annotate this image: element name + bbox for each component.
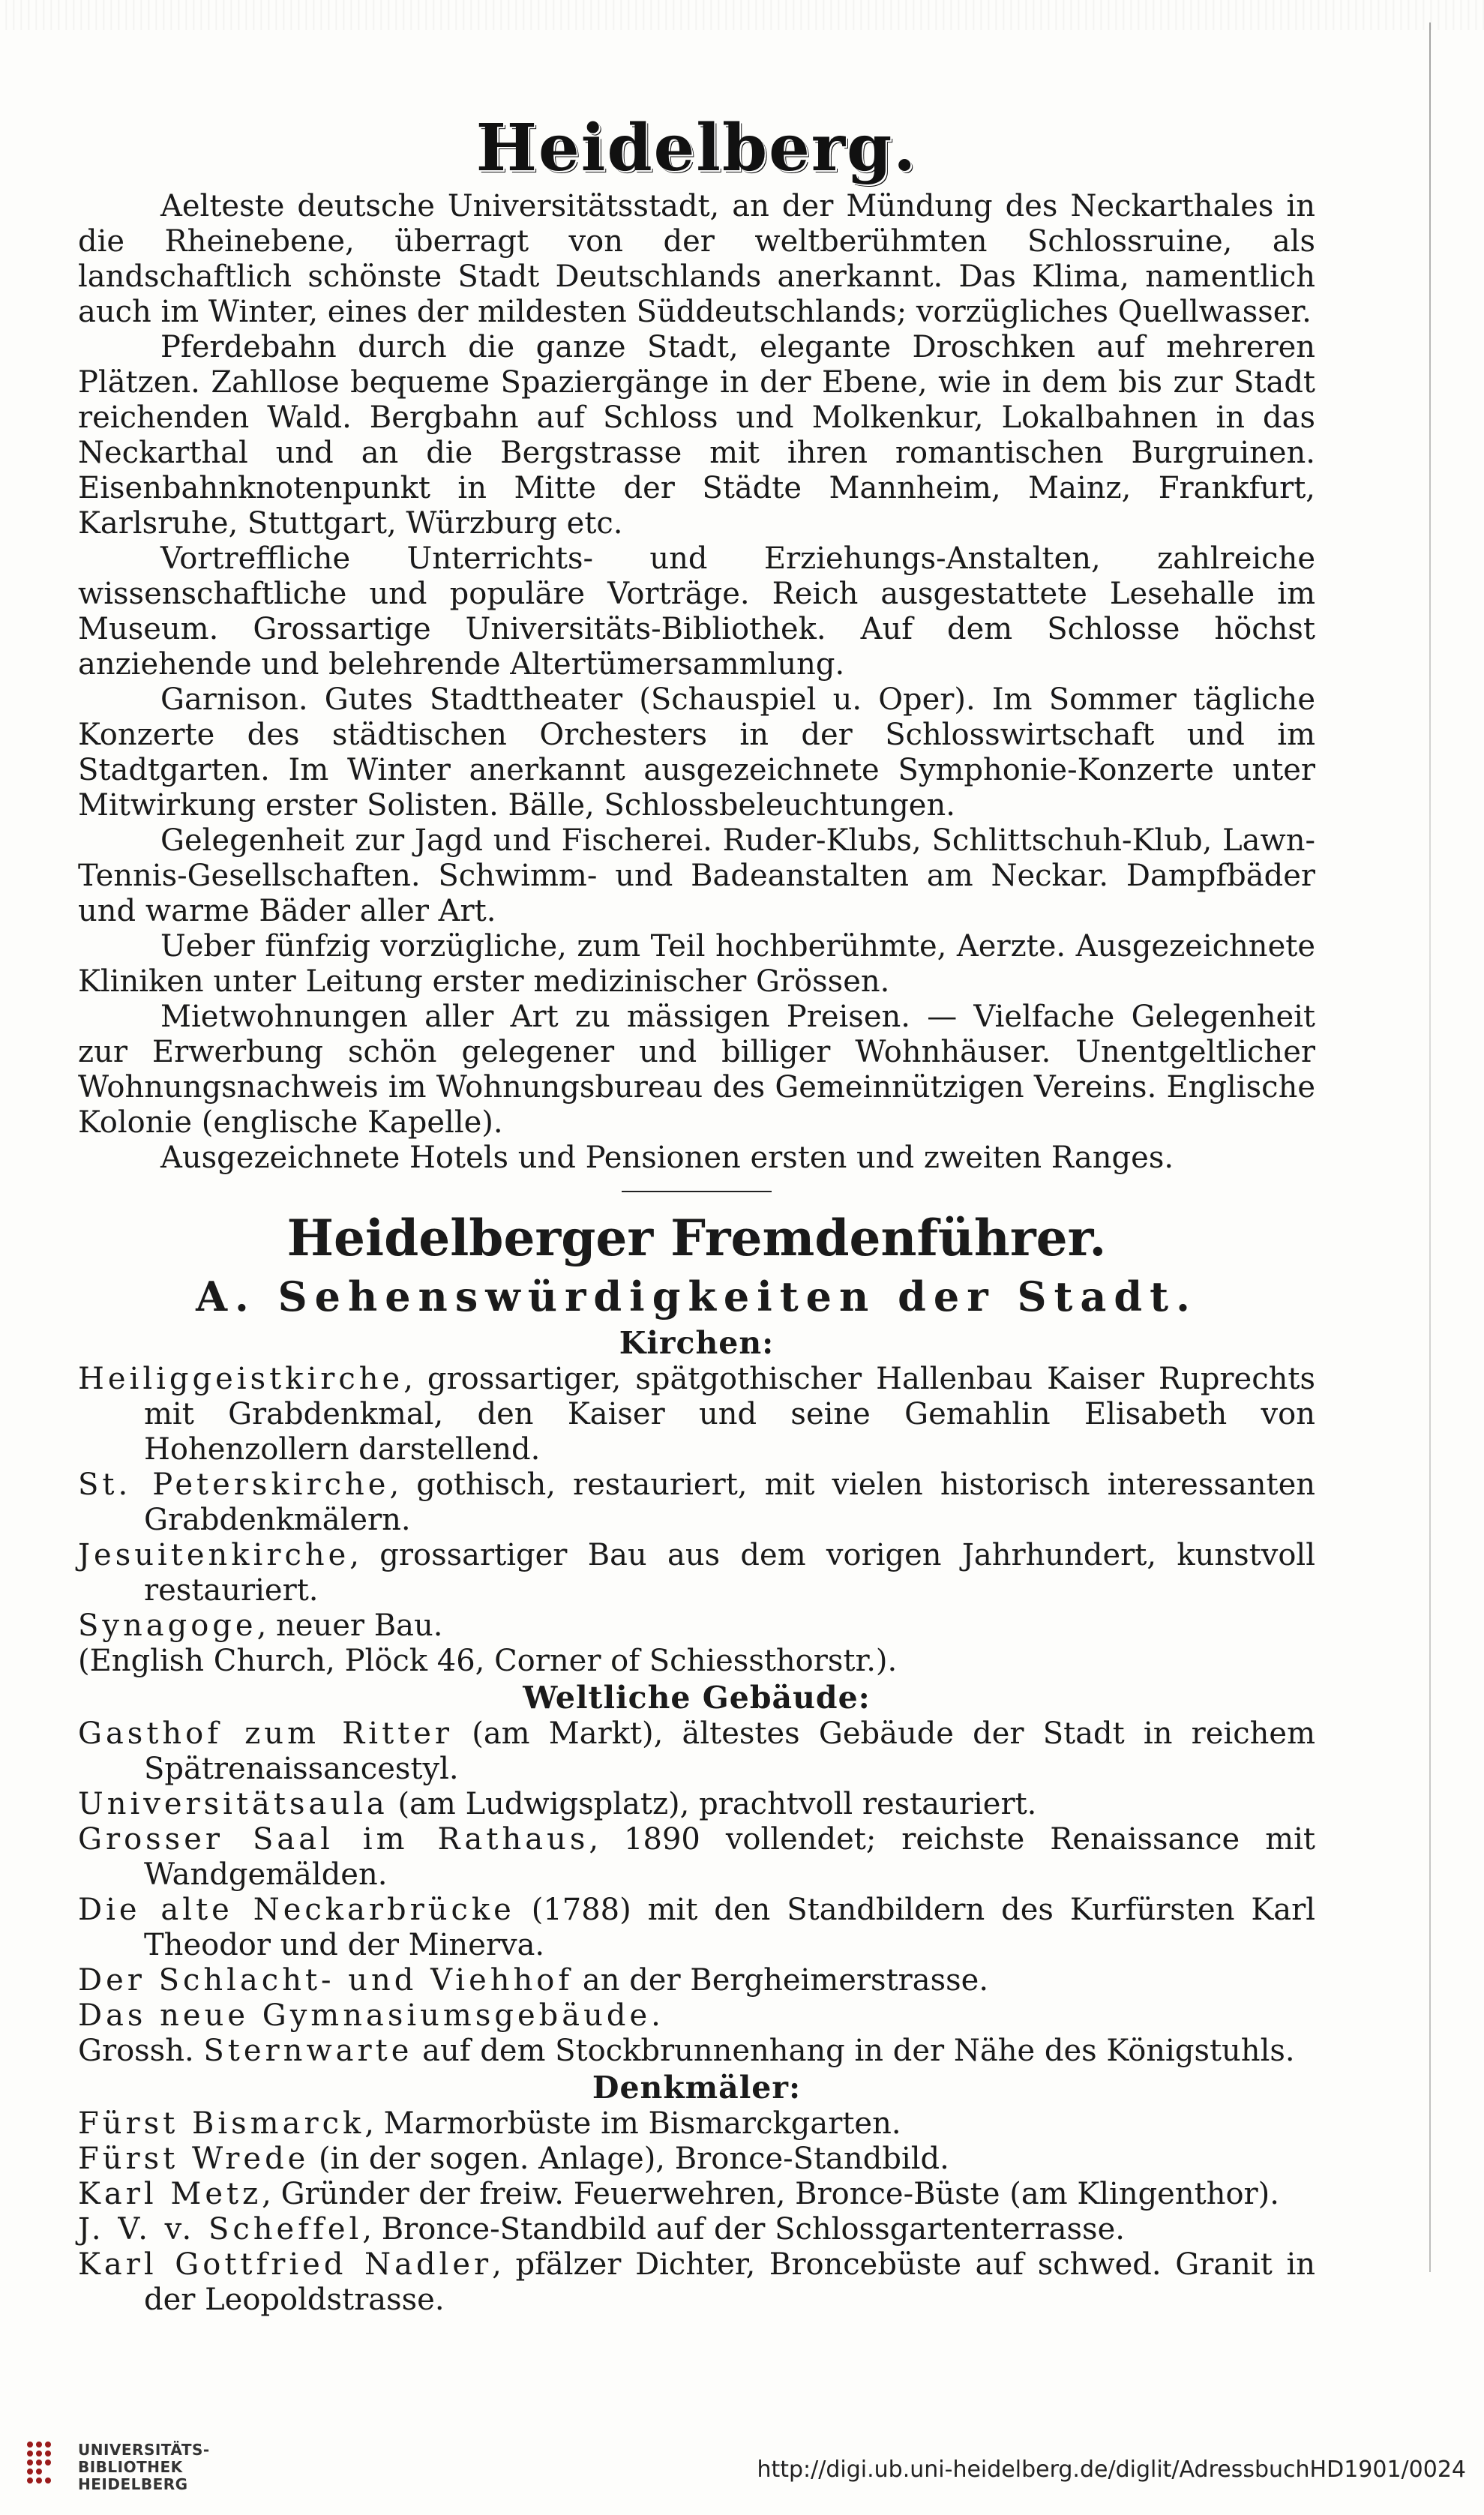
list-item <box>78 2177 1315 2212</box>
section-divider <box>622 1191 772 1192</box>
list-item <box>78 2034 1315 2069</box>
list-item <box>78 1787 1315 1822</box>
intro-paragraph: Ausgezeichnete Hotels und Pensionen ersten und zweiten Ranges. <box>160 1141 1174 1175</box>
intro-text <box>78 189 1315 1176</box>
intro-paragraph: Aelteste deutsche Universitätsstadt, an der Mündung des Neckarthales in die Rheinebene, überragt von der weltberühmten Schlossruine, als landschaftlich schönste Stadt Deutschlands anerkannt. Das Klima, namentlich auch im Winter, eines der mildesten Süddeutschlands; vorzügliches Quellwasser. <box>78 189 1315 329</box>
page-content <box>78 112 1315 2318</box>
guide-title: Heidelberger Fremdenführer. <box>286 1209 1107 1267</box>
logo-line: HEIDELBERG <box>78 2475 188 2493</box>
intro-paragraph: Garnison. Gutes Stadttheater (Schauspiel u. Oper). Im Sommer tägliche Konzerte des städtischen Orchesters in der Schlosswirtschaft und im Stadtgarten. Im Winter anerkannt ausgezeichnete Symphonie-Konzerte unter Mitwirkung erster Solisten. Bälle, Schlossbeleuchtungen. <box>78 682 1315 823</box>
entry-text: (English Church, Plöck 46, Corner of Schiessthorstr.). <box>78 1644 898 1678</box>
entry-name: St. Peterskirche <box>78 1467 390 1502</box>
list-item <box>78 1893 1315 1963</box>
entry-name: Karl Metz <box>78 2177 262 2211</box>
list-item <box>78 2106 1315 2142</box>
library-logo-text <box>78 2442 210 2493</box>
footer-bar <box>0 2421 1484 2515</box>
list-item <box>78 1608 1315 1644</box>
entry-text: (in der sogen. Anlage), Bronce-Standbild. <box>309 2142 949 2176</box>
entry-text: , pfälzer Dichter, Broncebüste auf schwed. Granit in der Leopoldstrasse. <box>144 2247 1316 2317</box>
list-item <box>78 1644 1315 1679</box>
subsection-heading-weltliche: Weltliche Gebäude: <box>523 1680 871 1716</box>
entry-text: , grossartiger, spätgothischer Hallenbau Kaiser Ruprechts mit Grabdenkmal, den Kaiser und seine Gemahlin Elisabeth von Hohenzollern darstellend. <box>144 1362 1315 1467</box>
entry-text: , Gründer der freiw. Feuerwehren, Bronce-Büste (am Klingenthor). <box>262 2177 1279 2211</box>
entry-text: , neuer Bau. <box>256 1608 443 1643</box>
entry-name: Grosser Saal im Rathaus <box>78 1822 589 1857</box>
entry-text: . <box>651 1998 661 2033</box>
entry-text: , 1890 vollendet; reichste Renaissance mit Wandgemälden. <box>144 1822 1315 1892</box>
entry-name: Gasthof zum Ritter <box>78 1716 454 1751</box>
page-title: Heidelberg. <box>475 110 918 186</box>
denkmaeler-list <box>78 2106 1315 2318</box>
list-item <box>78 1467 1315 1538</box>
entry-name: Jesuitenkirche <box>78 1538 350 1572</box>
intro-paragraph: Mietwohnungen aller Art zu mässigen Preisen. — Vielfache Gelegenheit zur Erwerbung schön gelegener und billiger Wohnhäuser. Unentgeltlicher Wohnungsnachweis im Wohnungsbureau des Gemeinnützigen Vereins. Englische Kolonie (englische Kapelle). <box>78 1000 1315 1140</box>
entry-name: Fürst Bismarck <box>78 2106 365 2141</box>
entry-name: Heiliggeistkirche <box>78 1362 404 1396</box>
entry-name: Universitätsaula <box>78 1787 388 1821</box>
entry-text: , gothisch, restauriert, mit vielen historisch interessanten Grabdenkmälern. <box>144 1467 1316 1537</box>
entry-name: J. V. v. Scheffel <box>78 2212 363 2247</box>
library-logo-icon <box>22 2437 67 2497</box>
entry-name: Die alte Neckarbrücke <box>78 1893 515 1927</box>
logo-line: BIBLIOTHEK <box>78 2458 183 2476</box>
list-item <box>78 1716 1315 1787</box>
entry-text: , grossartiger Bau aus dem vorigen Jahrhundert, kunstvoll restauriert. <box>144 1538 1315 1608</box>
source-url-link[interactable]: http://digi.ub.uni-heidelberg.de/diglit/AdressbuchHD1901/0024 <box>757 2457 1466 2483</box>
entry-name: Karl Gottfried Nadler <box>78 2247 493 2282</box>
list-item <box>78 2142 1315 2177</box>
subsection-heading-denkmaeler: Denkmäler: <box>592 2070 802 2106</box>
entry-text: , Bronce-Standbild auf der Schlossgartenterrasse. <box>362 2212 1125 2247</box>
list-item <box>78 1963 1315 1998</box>
entry-name: Der Schlacht- und Viehhof <box>78 1963 574 1998</box>
list-item <box>78 2247 1315 2318</box>
scan-artifact <box>0 0 1484 30</box>
list-item <box>78 2212 1315 2247</box>
entry-name: Das neue Gymnasiumsgebäude <box>78 1998 652 2033</box>
entry-text: (am Ludwigsplatz), prachtvoll restauriert. <box>388 1787 1037 1821</box>
list-item <box>78 1998 1315 2034</box>
logo-line: UNIVERSITÄTS- <box>78 2441 210 2459</box>
list-item <box>78 1362 1315 1467</box>
intro-paragraph: Ueber fünfzig vorzügliche, zum Teil hochberühmte, Aerzte. Ausgezeichnete Kliniken unter Leitung erster medizinischer Grössen. <box>78 929 1315 999</box>
entry-text: an der Bergheimerstrasse. <box>573 1963 989 1998</box>
entry-text: , Marmorbüste im Bismarckgarten. <box>364 2106 901 2141</box>
entry-text: Grossh. <box>78 2034 204 2068</box>
section-heading: A. Sehenswürdigkeiten der Stadt. <box>196 1272 1198 1320</box>
intro-paragraph: Pferdebahn durch die ganze Stadt, elegante Droschken auf mehreren Plätzen. Zahllose bequeme Spaziergänge in der Ebene, wie in dem bis zur Stadt reichenden Wald. Bergbahn auf Schloss und Molkenkur, Lokalbahnen in das Neckarthal und an die Bergstrasse mit ihren romantischen Burgruinen. Eisenbahnknotenpunkt in Mitte der Städte Mannheim, Mainz, Frankfurt, Karlsruhe, Stuttgart, Würzburg etc. <box>78 330 1315 541</box>
entry-name: Fürst Wrede <box>78 2142 310 2176</box>
intro-paragraph: Vortreffliche Unterrichts- und Erziehungs-Anstalten, zahlreiche wissenschaftliche und populäre Vorträge. Reich ausgestattete Lesehalle im Museum. Grossartige Universitäts-Bibliothek. Auf dem Schlosse höchst anziehende und belehrende Altertümersammlung. <box>78 541 1315 682</box>
kirchen-list <box>78 1362 1315 1679</box>
list-item <box>78 1822 1315 1893</box>
entry-text: (am Markt), ältestes Gebäude der Stadt in reichem Spätrenaissancestyl. <box>144 1716 1315 1786</box>
subsection-heading-kirchen: Kirchen: <box>619 1325 775 1361</box>
weltliche-list <box>78 1716 1315 2069</box>
entry-name: Sternwarte <box>203 2034 413 2068</box>
entry-name: Synagoge <box>78 1608 257 1643</box>
entry-text: auf dem Stockbrunnenhang in der Nähe des Königstuhls. <box>412 2034 1295 2068</box>
entry-text: (1788) mit den Standbildern des Kurfürsten Karl Theodor und der Minerva. <box>144 1893 1315 1962</box>
list-item <box>78 1538 1315 1608</box>
page-edge-line <box>1429 22 1431 2272</box>
intro-paragraph: Gelegenheit zur Jagd und Fischerei. Ruder-Klubs, Schlittschuh-Klub, Lawn-Tennis-Gesellschaften. Schwimm- und Badeanstalten am Neckar. Dampfbäder und warme Bäder aller Art. <box>78 823 1315 928</box>
